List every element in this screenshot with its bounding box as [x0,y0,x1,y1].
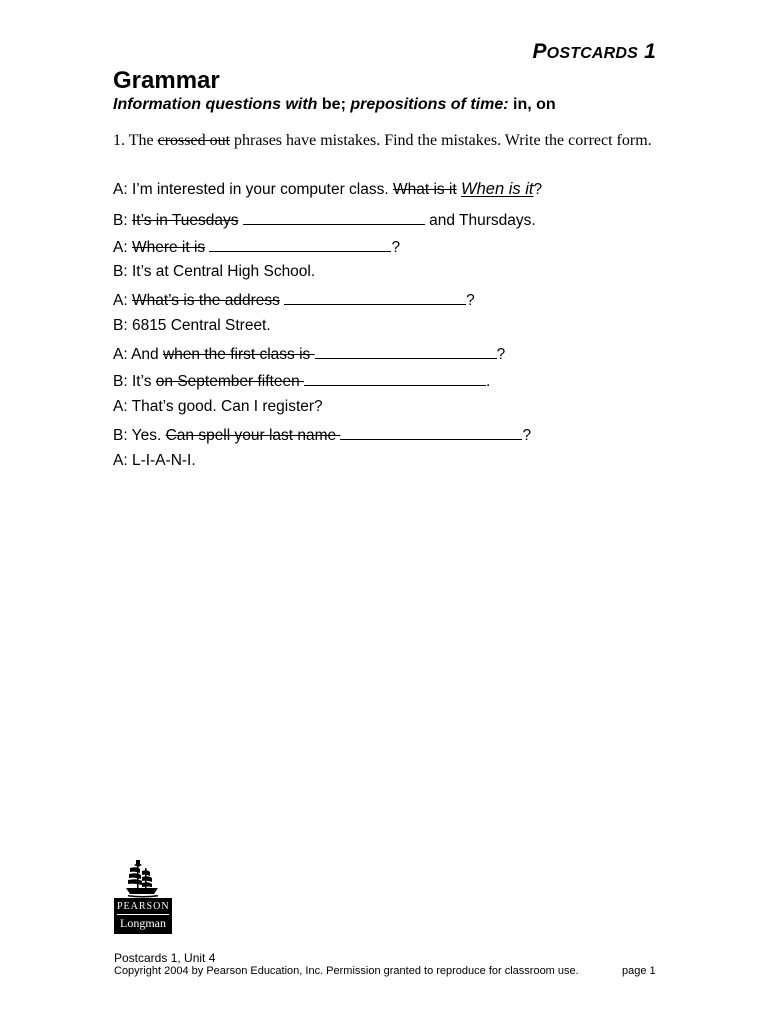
line-text: B: Yes. [113,427,166,444]
subtitle-part5: in, on [513,96,556,113]
subtitle-part1: Information questions with [113,96,322,113]
logo-box [114,898,172,934]
logo-line-pearson: PEARSON [117,901,169,915]
line-text: B: 6815 Central Street. [113,317,271,334]
dialogue-line [113,371,490,391]
line-end: ? [466,292,475,309]
footer-unit: Postcards 1, Unit 4 [114,951,216,965]
brand-rest: OSTCARDS [546,45,639,62]
crossed-phrase: What’s is the address [131,292,280,309]
line-text: A: L-I-A-N-I. [113,452,196,469]
crossed-phrase: when the first class is [162,346,315,363]
subtitle-part3: ; [340,96,351,113]
instruction-suffix: phrases have mistakes. Find the mistakes. Write the correct form. [230,132,652,149]
line-text: B: It’s at Central High School. [113,263,316,280]
answer-blank[interactable] [340,425,522,440]
subtitle-part4: prepositions of time: [350,96,514,113]
line-end: ? [496,346,506,363]
dialogue-line [113,263,315,281]
answer-blank[interactable] [304,371,486,386]
dialogue-line [113,344,505,364]
line-text: A: I’m interested in your computer class. [113,181,393,198]
dialogue-line [113,452,196,470]
dialogue-line [113,237,400,257]
crossed-phrase: What is it [392,181,457,198]
answer-blank[interactable] [243,210,425,225]
line-text: A: That’s good. Can I register? [113,398,323,415]
exercise-instruction [113,132,652,150]
line-text: B: [113,212,132,229]
line-text: A: And [113,346,163,363]
ship-icon [114,858,172,898]
answer-blank[interactable] [284,290,466,305]
line-text: B: It’s [113,373,156,390]
dialogue-line [113,425,531,445]
dialogue-line [113,290,475,310]
line-end: . [486,373,491,390]
series-brand [532,40,656,64]
line-text: A: [113,292,132,309]
line-text: A: [113,239,132,256]
brand-number: 1 [644,40,656,63]
page-subtitle [113,96,556,114]
dialogue-line [113,398,323,416]
line-end: ? [391,239,401,256]
crossed-phrase: Where it is [131,239,206,256]
footer-copyright: Copyright 2004 by Pearson Education, Inc. Permission granted to reproduce for classroom use. [114,965,579,977]
publisher-logo [114,858,172,936]
dialogue-line [113,210,536,230]
crossed-phrase: Can spell your last name [165,427,341,444]
line-end: ? [533,181,543,198]
subtitle-part2: be [321,96,341,113]
answer-blank[interactable] [209,237,391,252]
dialogue-line [113,180,542,199]
line-end: ? [522,427,532,444]
instruction-prefix: 1. The [113,132,158,149]
line-end: and Thursdays. [424,212,536,229]
answer-blank[interactable] [315,344,497,359]
dialogue-line [113,317,271,335]
crossed-phrase: It’s in Tuesdays [131,212,239,229]
crossed-phrase: on September fifteen [155,373,305,390]
instruction-crossed-word: crossed out [157,132,231,149]
page-title: Grammar [113,67,220,94]
example-answer: When is it [461,180,534,198]
logo-line-longman: Longman [120,916,166,930]
brand-initial: P [532,40,547,63]
page-number: page 1 [622,965,656,977]
